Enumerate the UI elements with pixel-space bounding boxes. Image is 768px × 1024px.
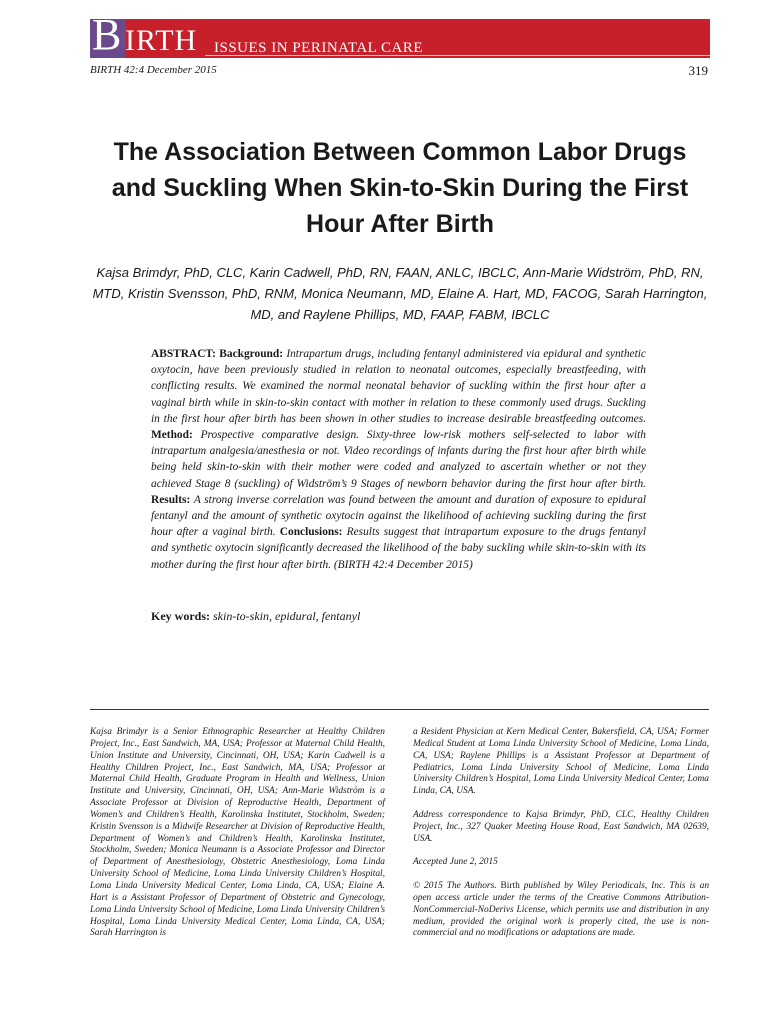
author-affiliations: Kajsa Brimdyr is a Senior Ethnographic Researcher at Healthy Children Project, Inc., East Sandwich, MA, USA; Professor at Maternal Child Health, Union Institute and University, Cincinnati, OH, USA; Karin Cadwell is a Healthy Children Project, Inc., East Sandwich, MA, USA; Professor at Maternal Child Health, Graduate Program in Health and Wellness, Union Institute and University, Cincinnati, OH, USA; Ann-Marie Widström is a Associate Professor at Division of Reproductive Health, Department of Women’s and Children’s Health, Karolinska Institutet, Stockholm, Sweden; Kristin Svensson is a Midwife Researcher at Division of Reproductive Health, Department of Women’s and Children’s Health, Karolinska Institutet, Stockholm, Sweden; Monica Neumann is a Associate Professor and Director of Department of Anesthesiology, Obstetric Anesthesiology, Loma Linda University School of Medicine, Loma Linda University Children’s Hospital, Loma Linda University Medical Center, Loma Linda, CA, USA; Elaine A. Hart is a Assistant Professor of Department of Obstetric and Gynecology, Loma Linda University School of Medicine, Loma Linda University Children’s Hospital, Loma Linda University Medical Center, Loma Linda, CA, USA; Sarah Harrington is (90, 727, 385, 939)
accepted-date: Accepted June 2, 2015 (413, 857, 498, 868)
journal-logo-initial: B (92, 10, 122, 59)
author-affiliations-continued: a Resident Physician at Kern Medical Center, Bakersfield, CA, USA; Former Medical Student at Loma Linda University School of Medicine, Loma Linda, CA, USA; Raylene Phillips is a Assistant Professor at Department of Pediatrics, Loma Linda University School of Medicine, Loma Linda University Children’s Hospital, Loma Linda University Medical Center, Loma Linda, CA, USA. (413, 727, 709, 797)
footnote-divider (90, 709, 709, 710)
article-title: The Association Between Common Labor Drugs and Suckling When Skin-to-Skin During the First Hour After Birth (111, 138, 689, 238)
method-label: Method: (151, 429, 193, 442)
conclusions-text: Results suggest that intrapartum exposure to the drugs fentanyl and synthetic oxytocin significantly decreased the likelihood of the baby suckling while skin-to-skin with its mother during the first hour after birth. (BIRTH 42:4 December 2015) (151, 526, 646, 571)
conclusions-label: Conclusions: (279, 526, 343, 539)
footnote-column-left (90, 727, 385, 940)
results-text: A strong inverse correlation was found between the amount and duration of exposure to epidural fentanyl and the amount of synthetic oxytocin against the likelihood of achieving suckling during the first hour after a vaginal birth. (151, 493, 647, 539)
page-number: 319 (688, 63, 708, 78)
background-label: Background: (219, 348, 284, 360)
background-text: Intrapartum drugs, including fentanyl administered via epidural and synthetic oxytocin, have been previously studied in relation to neonatal outcomes, especially breastfeeding, with conflicting results. We examined the normal neonatal behavior of suckling within the first hour after a vaginal birth while in skin-to-skin contact with mother in relation to these commonly used drugs. Suckling in the first hour after birth has been shown in other studies to increase desirable breastfeeding outcomes. (151, 348, 646, 425)
running-head: BIRTH 42:4 December 2015 (90, 64, 217, 76)
keywords (151, 608, 646, 624)
copyright-prefix: © 2015 The Authors. (413, 880, 497, 891)
copyright-notice (413, 881, 709, 940)
correspondence-address: Address correspondence to Kajsa Brimdyr, PhD, CLC, Healthy Children Project, Inc., 327 Quaker Meeting House Road, East Sandwich, MA 02639, USA. (413, 809, 709, 844)
journal-logo-text: IRTH (125, 24, 198, 57)
author-list: Kajsa Brimdyr, PhD, CLC, Karin Cadwell, PhD, RN, FAAN, ANLC, IBCLC, Ann-Marie Widström, PhD, RN, MTD, Kristin Svensson, PhD, RNM, Monica Neumann, MD, Elaine A. Hart, MD, FACOG, Sarah Harrington, MD, and Raylene Phillips, MD, FAAP, FABM, IBCLC (92, 265, 708, 322)
copyright-journal: Birth (500, 880, 520, 891)
keywords-label: Key words: (151, 609, 210, 623)
abstract-label: ABSTRACT: (151, 348, 216, 360)
footnote-column-right (413, 727, 709, 940)
copyright-license: published by Wiley Periodicals, Inc. This is an open access article under the terms of the Creative Commons Attribution-NonCommercial-NoDerivs License, which permits use and distribution in any medium, provided the original work is properly cited, the use is non-commercial and no modifications or adaptations are made. (413, 880, 710, 939)
keywords-text: skin-to-skin, epidural, fentanyl (213, 609, 361, 623)
abstract (151, 346, 646, 573)
journal-tagline: ISSUES IN PERINATAL CARE (214, 40, 424, 56)
results-label: Results: (151, 493, 191, 506)
method-text: Prospective comparative design. Sixty-three low-risk mothers self-selected to labor with intrapartum analgesia/anesthesia or not. Video recordings of infants during the first hour after birth while being held skin-to-skin with their mother were coded and analyzed to ascertain whether or not they achieved Stage 8 (suckling) of Widström’s 9 Stages of newborn behavior during the first hour after birth. (151, 429, 646, 490)
